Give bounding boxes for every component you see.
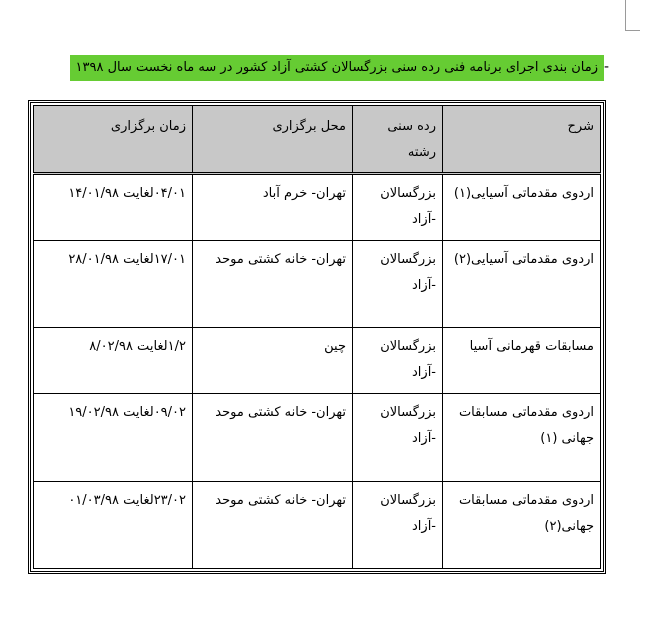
header-category[interactable]: رده سنی رشته — [353, 106, 443, 174]
cell-time[interactable]: ۰۹/۰۲لغایت ۱۹/۰۲/۹۸ — [34, 394, 193, 481]
cell-category[interactable]: بزرگسالان -آزاد — [353, 174, 443, 241]
cell-category[interactable]: بزرگسالان -آزاد — [353, 394, 443, 481]
table-row — [34, 481, 601, 568]
table-row — [34, 241, 601, 328]
cell-place[interactable]: تهران- خانه کشتی موحد — [193, 241, 353, 328]
cell-description[interactable]: اردوی مقدماتی آسیایی(۱) — [443, 174, 601, 241]
schedule-table-frame — [28, 100, 606, 574]
table-row — [34, 394, 601, 481]
cell-description[interactable]: اردوی مقدماتی آسیایی(۲) — [443, 241, 601, 328]
cell-place[interactable]: تهران- خانه کشتی موحد — [193, 481, 353, 568]
cell-category[interactable]: بزرگسالان -آزاد — [353, 481, 443, 568]
cell-category[interactable]: بزرگسالان -آزاد — [353, 328, 443, 394]
cell-time[interactable]: ۱۷/۰۱لغایت ۲۸/۰۱/۹۸ — [34, 241, 193, 328]
header-time[interactable]: زمان برگزاری — [34, 106, 193, 174]
schedule-table — [33, 105, 601, 569]
document-title[interactable]: زمان بندی اجرای برنامه فنی رده سنی بزرگسالان کشتی آزاد کشور در سه ماه نخست سال ۱۳۹۸ — [70, 55, 604, 81]
header-description[interactable]: شرح — [443, 106, 601, 174]
cell-description[interactable]: اردوی مقدماتی مسابقات جهانی (۱) — [443, 394, 601, 481]
cell-description[interactable]: مسابقات قهرمانی آسیا — [443, 328, 601, 394]
cell-description[interactable]: اردوی مقدماتی مسابقات جهانی(۲) — [443, 481, 601, 568]
cell-category[interactable]: بزرگسالان -آزاد — [353, 241, 443, 328]
cell-time[interactable]: ۰۴/۰۱لغایت ۱۴/۰۱/۹۸ — [34, 174, 193, 241]
table-header-row — [34, 106, 601, 174]
cell-place[interactable]: تهران- خانه کشتی موحد — [193, 394, 353, 481]
cell-place[interactable]: چین — [193, 328, 353, 394]
cell-time[interactable]: ۱/۲لغایت ۸/۰۲/۹۸ — [34, 328, 193, 394]
page-corner-marks — [625, 0, 640, 31]
table-row — [34, 174, 601, 241]
cell-place[interactable]: تهران- خرم آباد — [193, 174, 353, 241]
header-place[interactable]: محل برگزاری — [193, 106, 353, 174]
cell-time[interactable]: ۲۳/۰۲لغایت ۰۱/۰۳/۹۸ — [34, 481, 193, 568]
title-bullet-dash: - — [604, 59, 610, 75]
table-row — [34, 328, 601, 394]
